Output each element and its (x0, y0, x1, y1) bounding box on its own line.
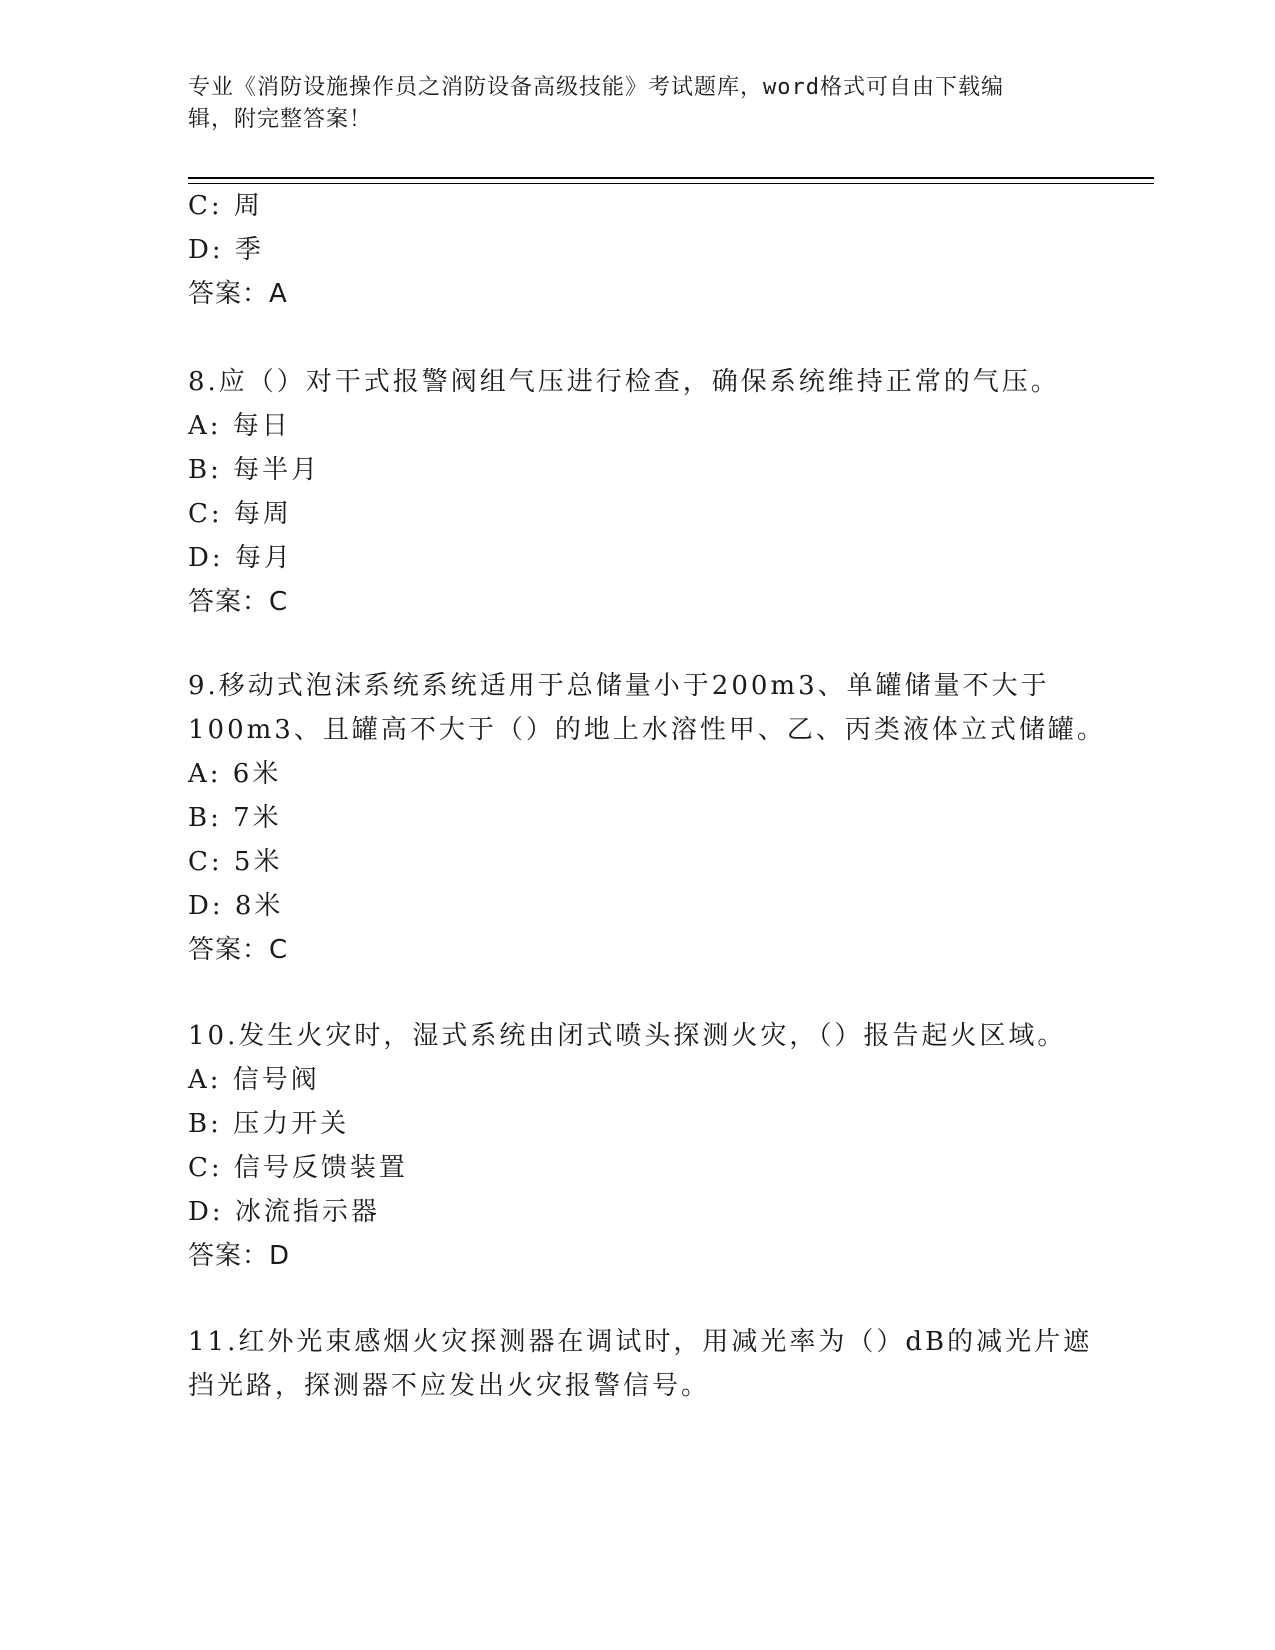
question-8-option-a: A: 每日 (188, 411, 291, 441)
question-8-text: 8.应（）对干式报警阀组气压进行检查，确保系统维持正常的气压。 (188, 367, 1060, 397)
option-d: D: 季 (188, 235, 264, 265)
question-10-text: 10.发生火灾时，湿式系统由闭式喷头探测火灾，（）报告起火区域。 (188, 1021, 1067, 1051)
question-10-answer: 答案：D (188, 1241, 291, 1271)
question-9-option-d: D: 8米 (188, 891, 284, 921)
header-rule-bottom (188, 183, 1154, 184)
question-9-option-b: B: 7米 (188, 803, 282, 833)
question-9-text-line-1: 9.移动式泡沫系统系统适用于总储量小于200m3、单罐储量不大于 (188, 671, 1050, 701)
question-10-option-a: A: 信号阀 (188, 1065, 320, 1095)
answer-line: 答案：A (188, 279, 288, 309)
question-8-answer: 答案：C (188, 587, 289, 617)
question-8-option-b: B: 每半月 (188, 455, 321, 485)
question-9-answer: 答案：C (188, 935, 289, 965)
header-rule-top (188, 177, 1154, 179)
question-10-option-d: D: 冰流指示器 (188, 1197, 380, 1227)
question-10-option-b: B: 压力开关 (188, 1109, 350, 1139)
question-9-option-a: A: 6米 (188, 759, 282, 789)
question-9-option-c: C: 5米 (188, 847, 283, 877)
header-line-1: 专业《消防设施操作员之消防设备高级技能》考试题库，word格式可自由下载编 (188, 75, 1004, 100)
document-header (188, 72, 1088, 136)
question-9-text-line-2: 100m3、且罐高不大于（）的地上水溶性甲、乙、丙类液体立式储罐。 (188, 715, 1106, 745)
question-10-option-c: C: 信号反馈装置 (188, 1153, 408, 1183)
option-c: C: 周 (188, 191, 263, 221)
header-line-2: 辑，附完整答案！ (188, 107, 373, 132)
question-11-text-line-2: 挡光路，探测器不应发出火灾报警信号。 (188, 1371, 711, 1401)
question-11-text-line-1: 11.红外光束感烟火灾探测器在调试时，用减光率为（）dB的减光片遮 (188, 1327, 1093, 1357)
question-8-option-c: C: 每周 (188, 499, 292, 529)
question-8-option-d: D: 每月 (188, 543, 293, 573)
